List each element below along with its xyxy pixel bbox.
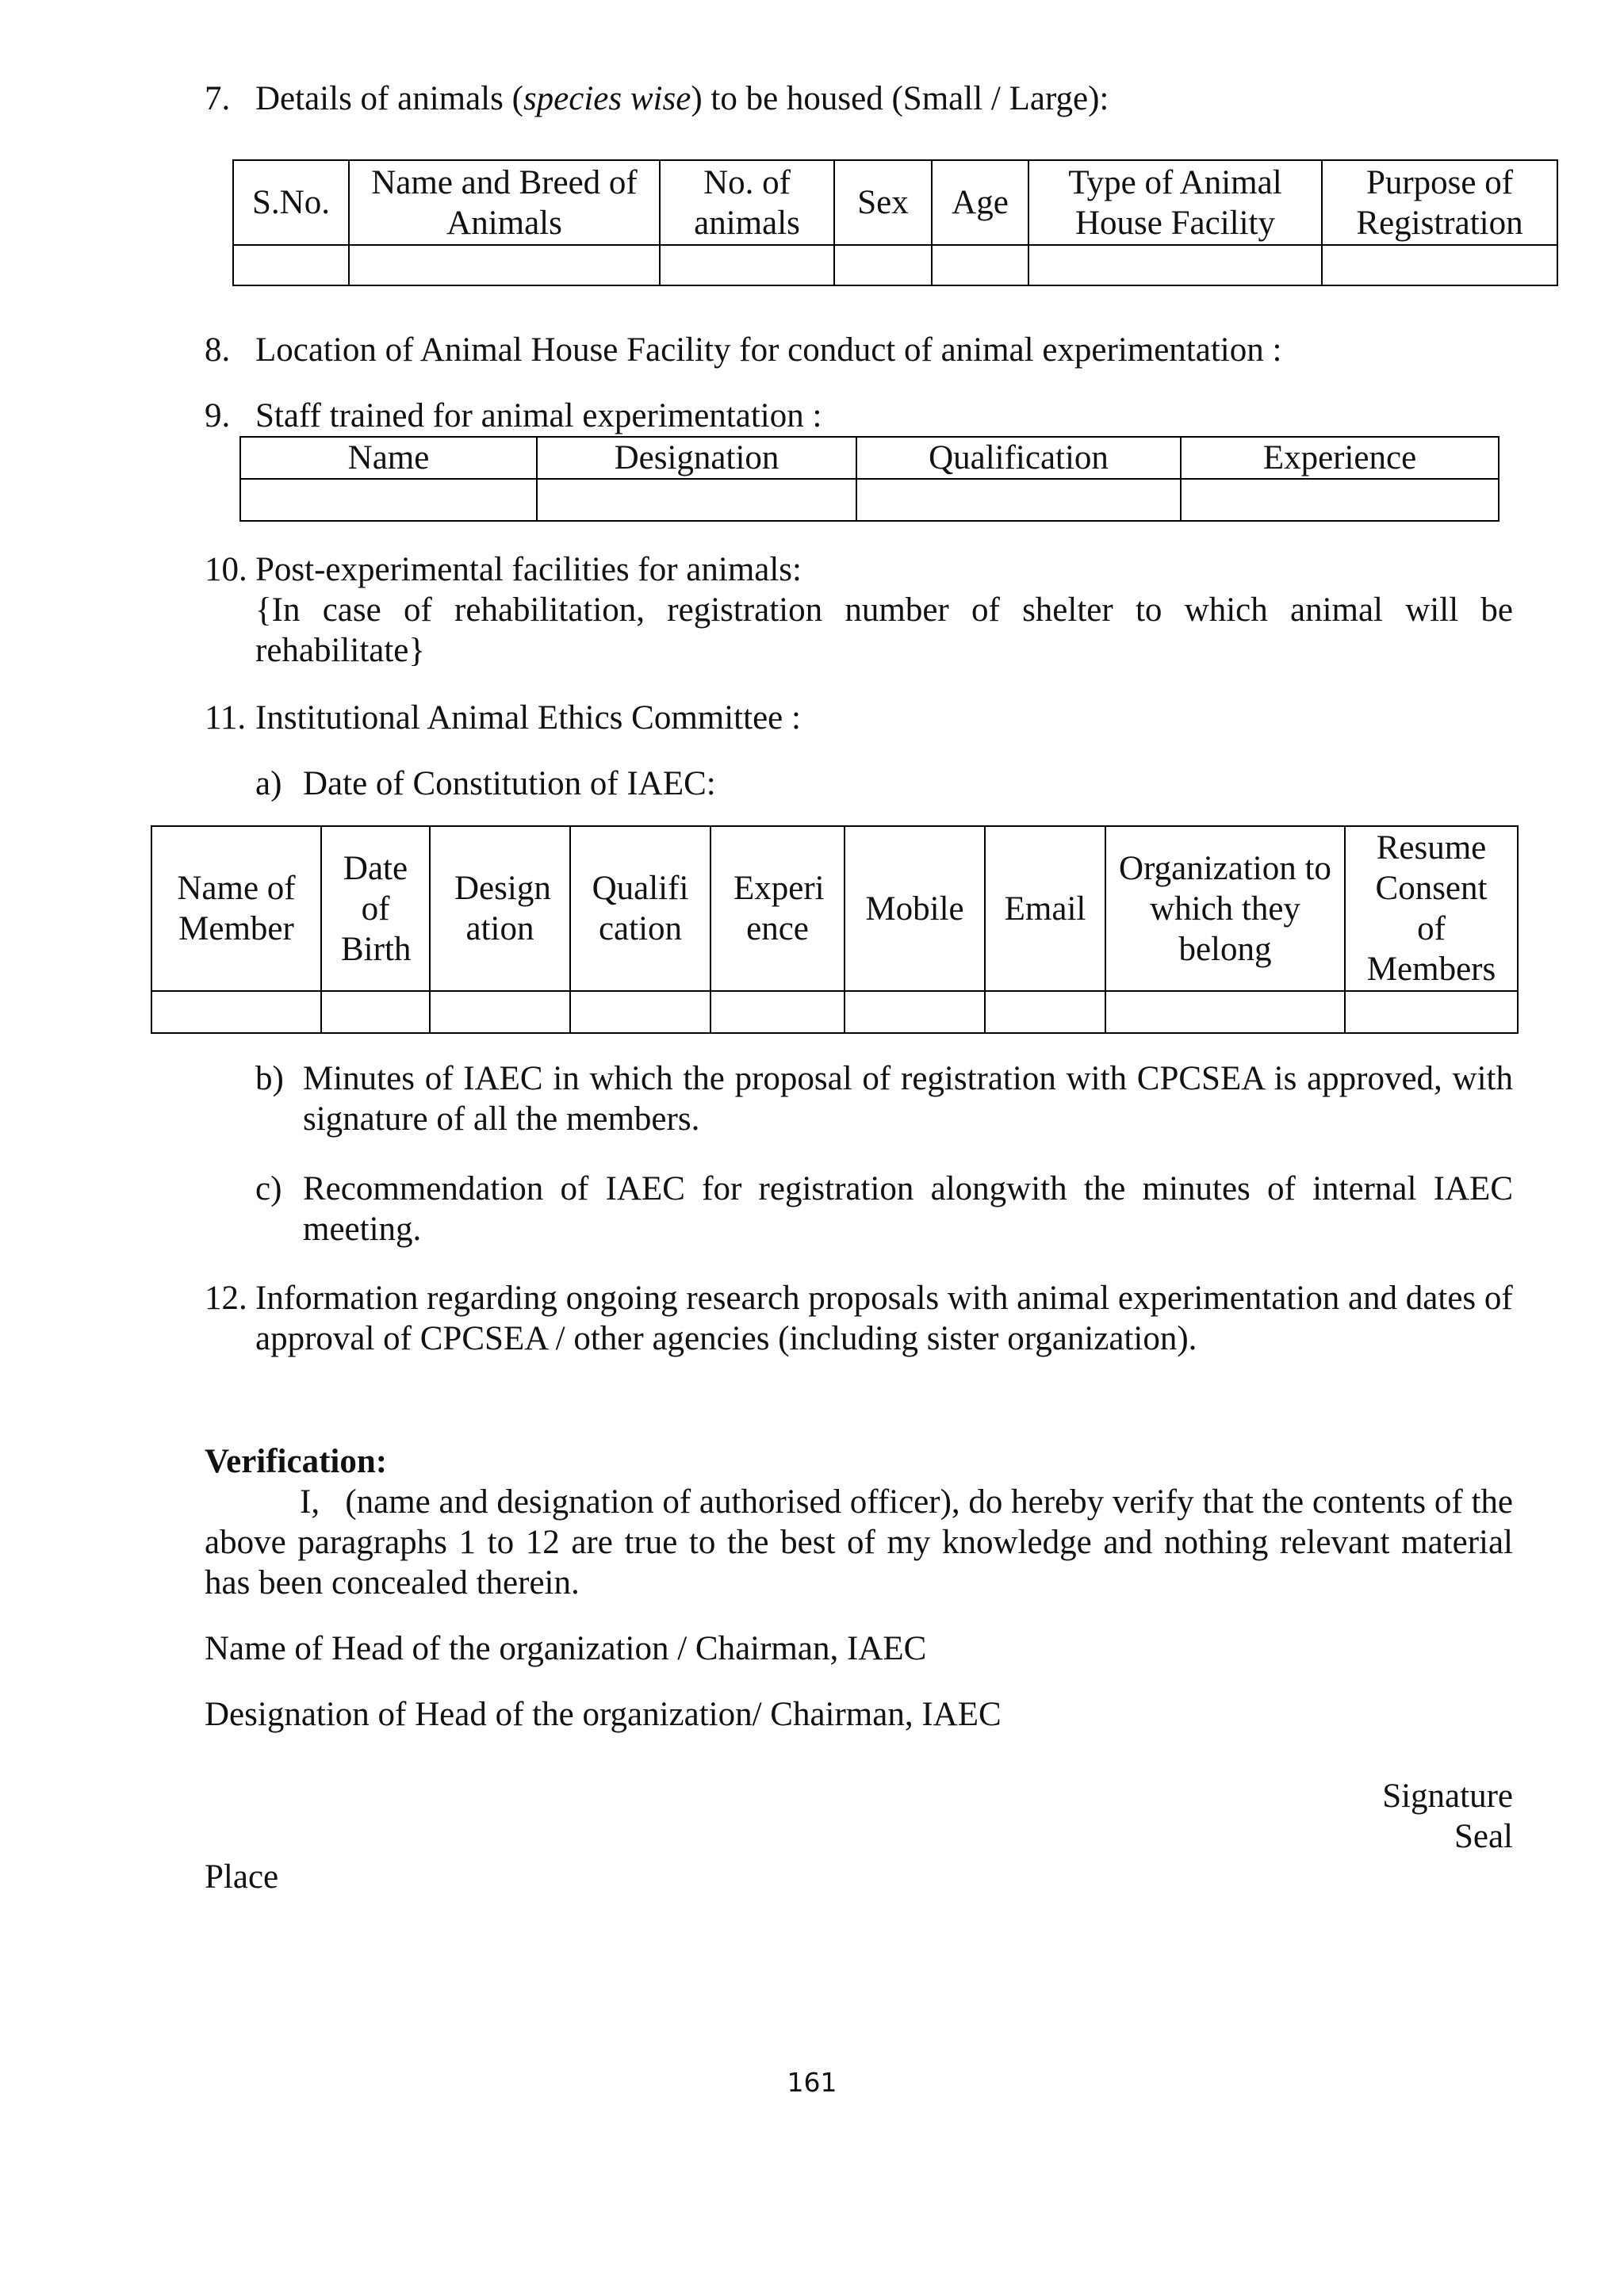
item-11-text: Institutional Animal Ethics Committee :	[255, 699, 801, 737]
signature-label: Signature	[1382, 1777, 1513, 1815]
iaec-header-qualification: Qualifi cation	[570, 826, 710, 991]
page-number: 161	[787, 2067, 837, 2098]
table-cell	[233, 245, 349, 285]
item-11a-text: Date of Constitution of IAEC:	[303, 765, 716, 802]
table-cell	[1028, 245, 1322, 285]
item-8-number: 8.	[205, 331, 231, 369]
table-cell	[1322, 245, 1557, 285]
animals-header-purpose: Purpose of Registration	[1322, 160, 1557, 245]
staff-header-designation: Designation	[537, 437, 856, 479]
table-cell	[1345, 991, 1518, 1033]
item-10-text: Post-experimental facilities for animals:	[255, 551, 802, 588]
item-11b-label: b)	[255, 1060, 284, 1097]
item-11b-text: Minutes of IAEC in which the proposal of registration with CPCSEA is approved, with signature of all the members.	[303, 1060, 1513, 1138]
table-cell	[710, 991, 845, 1033]
iaec-empty-row	[151, 991, 1518, 1033]
table-cell	[845, 991, 985, 1033]
animals-header-count: No. of animals	[660, 160, 834, 245]
table-cell	[537, 479, 856, 521]
staff-header-name: Name	[240, 437, 537, 479]
table-cell	[321, 991, 430, 1033]
iaec-members-table	[151, 825, 1519, 1034]
table-cell	[151, 991, 321, 1033]
staff-header-qualification: Qualification	[856, 437, 1181, 479]
item-7-number: 7.	[205, 80, 231, 117]
staff-empty-row	[240, 479, 1499, 521]
iaec-header-email: Email	[985, 826, 1105, 991]
item-7-text: Details of animals (species wise) to be housed (Small / Large):	[255, 80, 1109, 117]
iaec-header-member-name: Name of Member	[151, 826, 321, 991]
table-cell	[570, 991, 710, 1033]
table-cell	[430, 991, 570, 1033]
staff-table	[239, 436, 1500, 522]
item-8-text: Location of Animal House Facility for conduct of animal experimentation :	[255, 331, 1282, 369]
animals-header-sno: S.No.	[233, 160, 349, 245]
item-9-text: Staff trained for animal experimentation :	[255, 397, 822, 434]
animals-header-age: Age	[932, 160, 1028, 245]
staff-header-experience: Experience	[1181, 437, 1499, 479]
verification-heading: Verification:	[205, 1443, 388, 1480]
iaec-header-mobile: Mobile	[845, 826, 985, 991]
iaec-header-designation: Design ation	[430, 826, 570, 991]
item-11-number: 11.	[205, 699, 247, 737]
table-cell	[349, 245, 660, 285]
seal-label: Seal	[1454, 1818, 1513, 1855]
animals-empty-row	[233, 245, 1557, 285]
animals-header-sex: Sex	[834, 160, 932, 245]
table-cell	[240, 479, 537, 521]
table-cell	[932, 245, 1028, 285]
item-11c-text: Recommendation of IAEC for registration alongwith the minutes of internal IAEC meeting.	[303, 1170, 1513, 1248]
item-11a-label: a)	[255, 765, 282, 802]
iaec-header-organization: Organization to which they belong	[1105, 826, 1345, 991]
item-12-text: Information regarding ongoing research proposals with animal experimentation and dates of approval of CPCSEA / other agencies (including sister organization).	[255, 1280, 1513, 1357]
place-label: Place	[205, 1858, 279, 1896]
table-cell	[1181, 479, 1499, 521]
animals-table	[232, 159, 1558, 286]
table-cell	[856, 479, 1181, 521]
iaec-header-resume-consent: Resume Consent of Members	[1345, 826, 1518, 991]
head-name-line: Name of Head of the organization / Chairman, IAEC	[205, 1630, 927, 1667]
table-cell	[1105, 991, 1345, 1033]
animals-header-facility-type: Type of Animal House Facility	[1028, 160, 1322, 245]
table-cell	[834, 245, 932, 285]
animals-header-name-breed: Name and Breed of Animals	[349, 160, 660, 245]
table-cell	[660, 245, 834, 285]
verification-body: I, (name and designation of authorised officer), do hereby verify that the contents of the above paragraphs 1 to 12 are true to the best of my knowledge and nothing relevant material has been concealed therein.	[205, 1483, 1513, 1601]
table-cell	[985, 991, 1105, 1033]
item-11c-label: c)	[255, 1170, 282, 1207]
iaec-header-dob: Date of Birth	[321, 826, 430, 991]
head-designation-line: Designation of Head of the organization/ Chairman, IAEC	[205, 1696, 1002, 1733]
item-12-number: 12.	[205, 1280, 247, 1317]
item-10-number: 10.	[205, 551, 247, 588]
item-9-number: 9.	[205, 397, 231, 434]
item-10-note: {In case of rehabilitation, registration number of shelter to which animal will be rehabilitate}	[255, 591, 1513, 669]
iaec-header-experience: Experi ence	[710, 826, 845, 991]
